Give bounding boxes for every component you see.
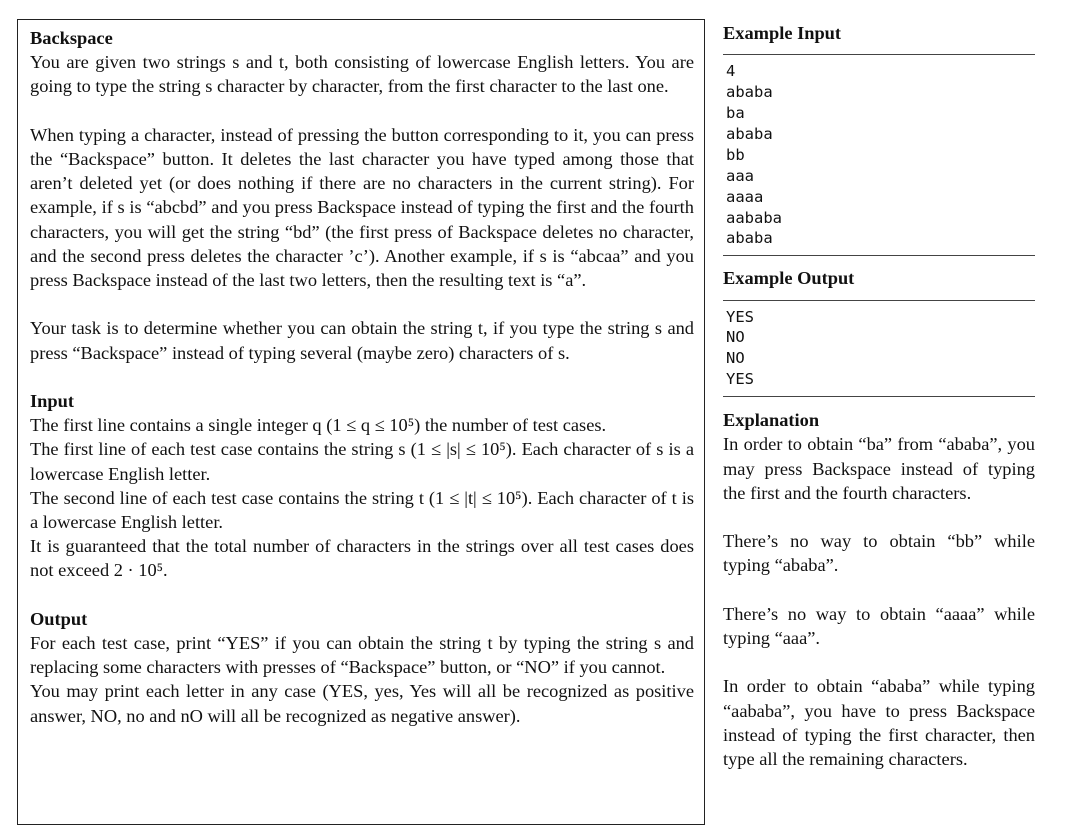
example-input-line: aaaa — [726, 187, 764, 206]
intro-paragraph-2: When typing a character, instead of pressing the button corresponding to it, you can press the “Backspace” button. It deletes the last character you have typed among those that aren’t deleted yet (or does nothing if there are no characters in the current string). For example, if s is “abcbd” and you press Backspace instead of typing the first and the fourth characters, you will get the string “bd” (the first press of Backspace deletes no character, and the second press deletes the character ’c’). Another example, if s is “abcaa” and you press Backspace instead of the last two letters, then the resulting text is “a”. — [30, 124, 694, 291]
divider — [723, 396, 1035, 397]
example-input-line: ababa — [726, 229, 773, 248]
output-section-title: Output — [30, 608, 88, 629]
example-input-block — [723, 55, 1035, 255]
example-input-line: 4 — [726, 62, 736, 81]
input-section-title: Input — [30, 391, 74, 411]
example-output-line: YES — [726, 307, 754, 326]
example-input-line: aaa — [726, 166, 754, 185]
input-line-1: The first line contains a single integer q (1 ≤ q ≤ 10⁵) the number of test cases. — [30, 415, 607, 436]
explanation-paragraph-3: There’s no way to obtain “aaaa” while typing “aaa”. — [723, 603, 1035, 648]
example-input-title: Example Input — [723, 23, 842, 43]
example-output-line: YES — [726, 370, 754, 389]
example-input-line: ababa — [726, 83, 773, 102]
problem-statement — [17, 19, 705, 825]
intro-paragraph-1: You are given two strings s and t, both consisting of lowercase English letters. You are going to type the string s character by character, from the first character to the last one. — [30, 52, 694, 97]
input-line-2: The first line of each test case contains the string s (1 ≤ |s| ≤ 10⁵). Each character of s is a lowercase English letter. — [30, 439, 694, 484]
example-input-line: bb — [726, 145, 745, 164]
example-output-title: Example Output — [723, 268, 855, 289]
divider — [723, 255, 1035, 256]
input-line-3: The second line of each test case contains the string t (1 ≤ |t| ≤ 10⁵). Each character of t is a lowercase English letter. — [30, 487, 694, 533]
example-output-line: NO — [726, 328, 745, 347]
explanation-text — [723, 432, 1035, 771]
explanation-paragraph-4: In order to obtain “ababa” while typing “aababa”, you have to press Backspace instead of typing the first character, then type all the remaining characters. — [723, 676, 1035, 769]
problem-title: Backspace — [30, 28, 113, 48]
explanation-title: Explanation — [723, 410, 820, 431]
output-line-2: You may print each letter in any case (YES, yes, Yes will all be recognized as positive answer, NO, no and nO will all be recognized as negative answer). — [30, 681, 694, 726]
intro-paragraph-3: Your task is to determine whether you can obtain the string t, if you type the string s and press “Backspace” instead of typing several (maybe zero) characters of s. — [30, 318, 694, 363]
input-line-4: It is guaranteed that the total number of characters in the strings over all test cases does not exceed 2 · 10⁵. — [30, 536, 694, 581]
example-output-block — [723, 301, 1035, 397]
examples-panel — [723, 19, 1035, 771]
explanation-paragraph-2: There’s no way to obtain “bb” while typing “ababa”. — [723, 531, 1035, 576]
example-output-line: NO — [726, 349, 745, 368]
output-line-1: For each test case, print “YES” if you can obtain the string t by typing the string s and replacing some characters with presses of “Backspace” button, or “NO” if you cannot. — [30, 633, 694, 678]
example-input-line: ba — [726, 104, 745, 123]
example-input-line: ababa — [726, 124, 773, 143]
example-input-line: aababa — [726, 208, 782, 227]
explanation-paragraph-1: In order to obtain “ba” from “ababa”, you may press Backspace instead of typing the first and the fourth characters. — [723, 434, 1035, 503]
